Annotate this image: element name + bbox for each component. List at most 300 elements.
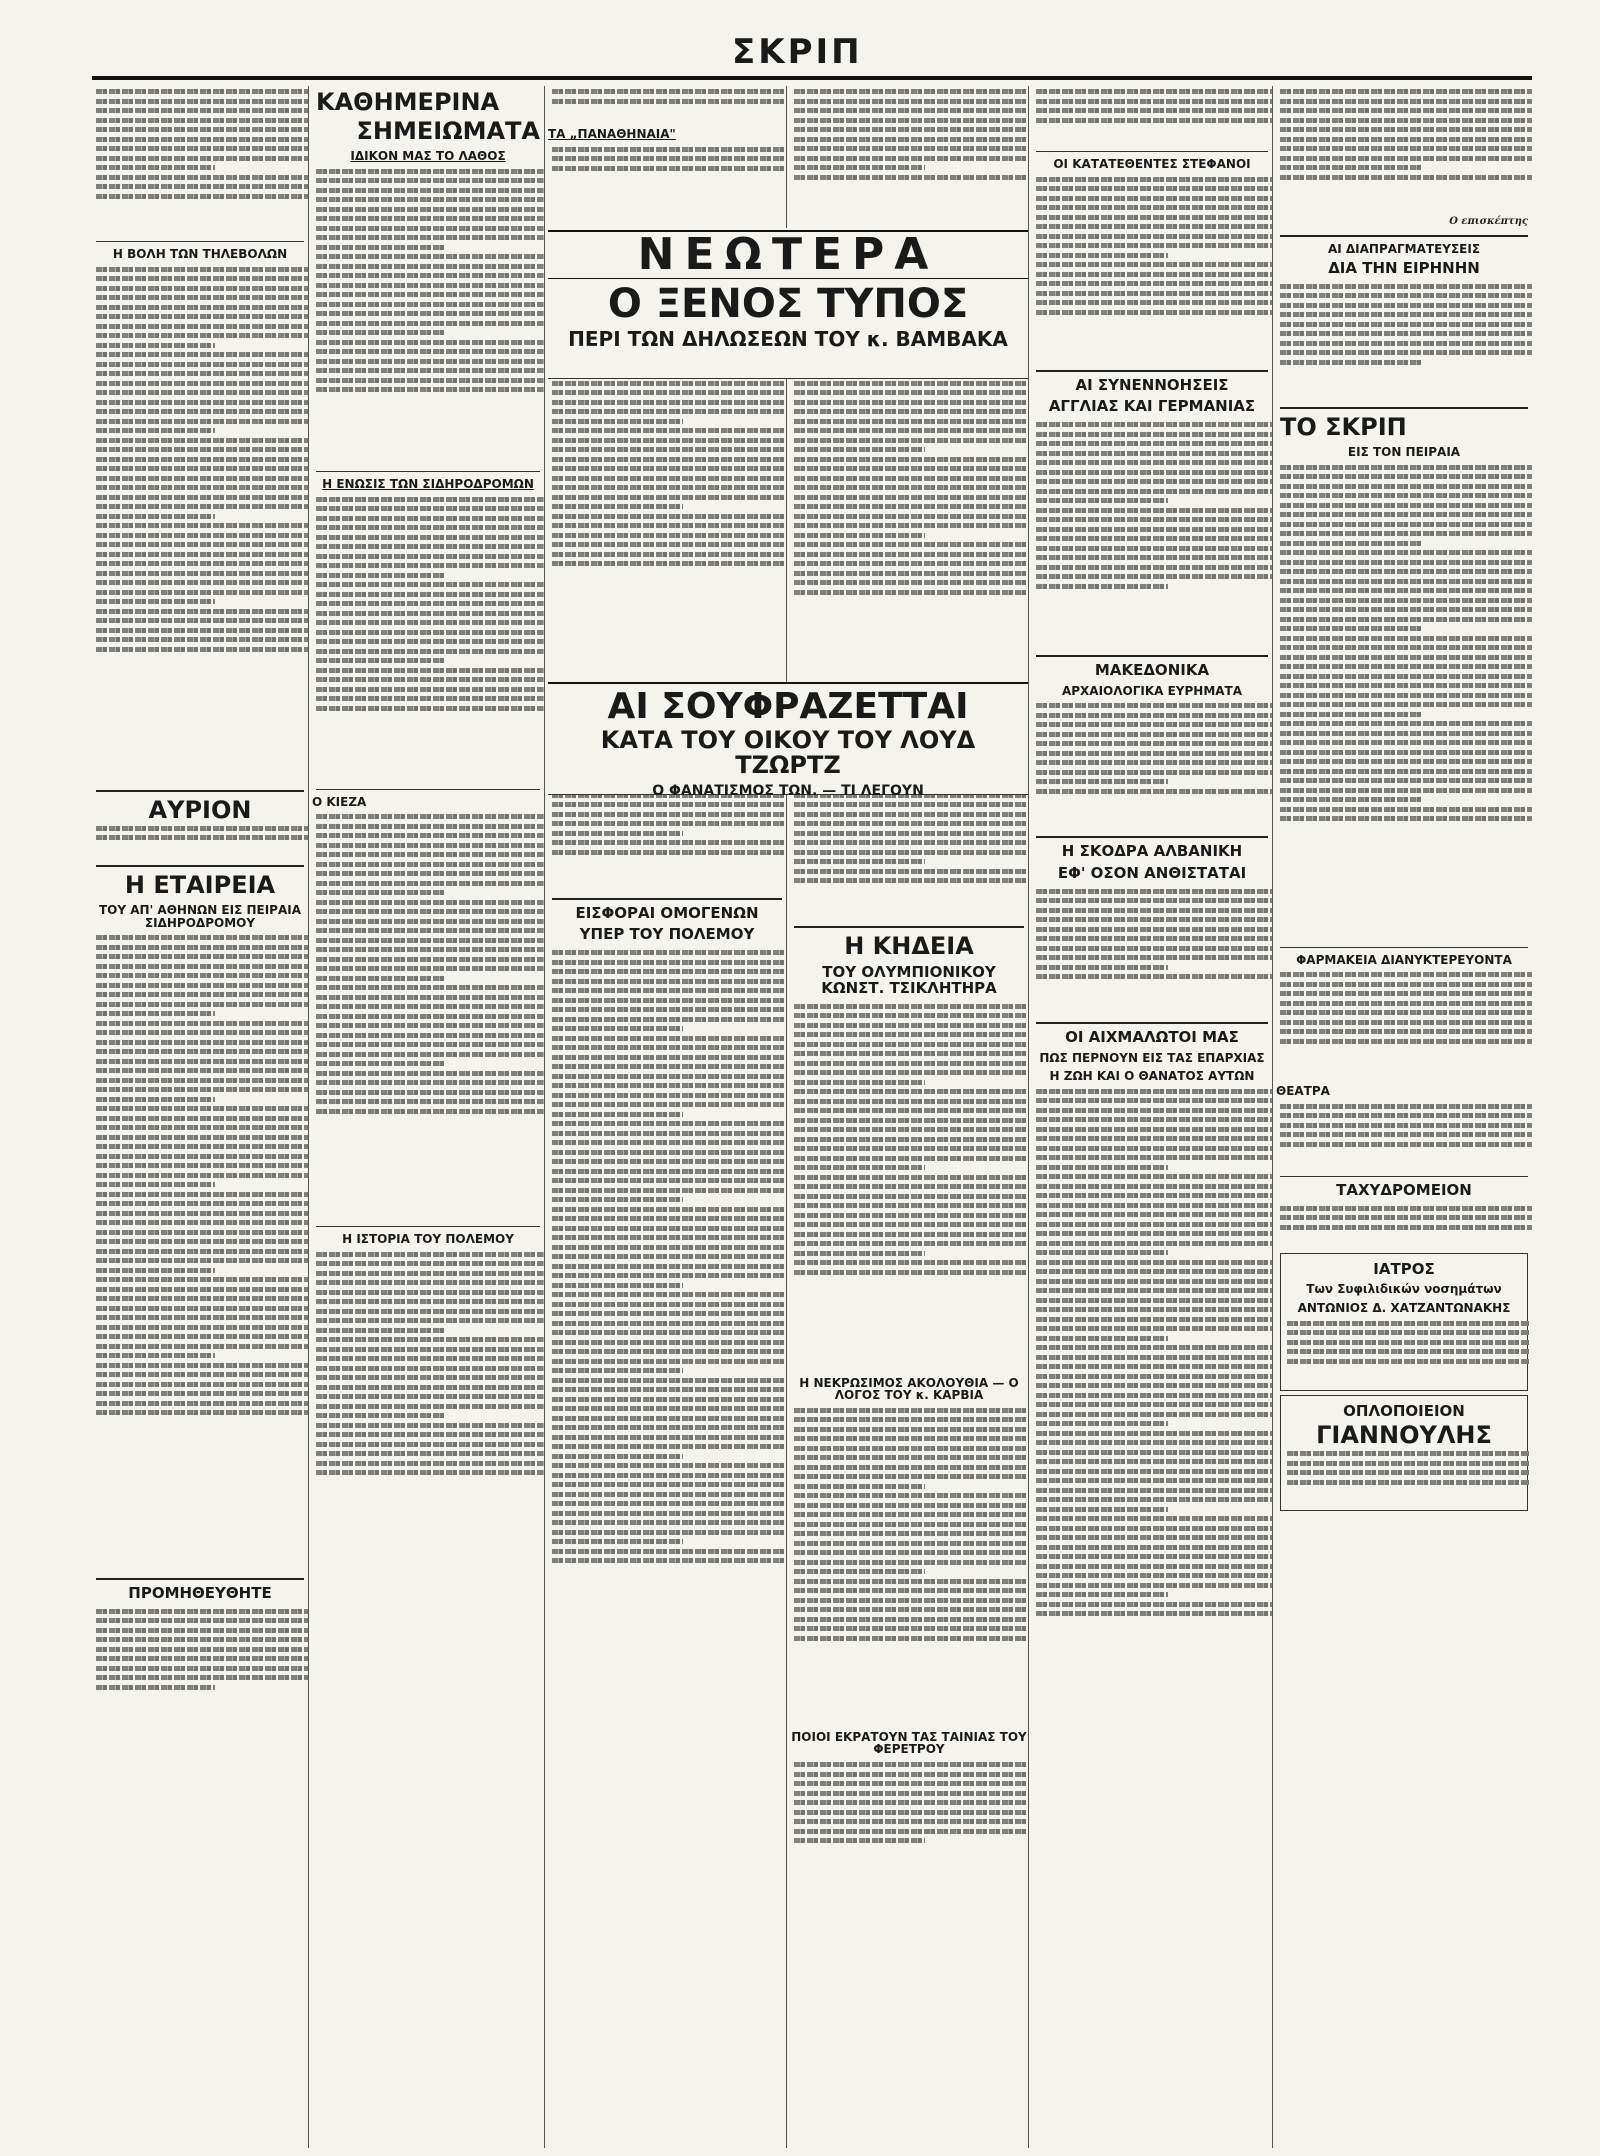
text-line [1280,465,1532,470]
headline-voli: Η ΒΟΛΗ ΤΩΝ ΤΗΛΕΒΟΛΩΝ [112,247,288,261]
text-line [316,1432,545,1437]
text-line [316,881,545,886]
text-line [1280,750,1532,755]
text-line [794,1023,1029,1028]
text-line [316,349,545,354]
text-line [552,1226,787,1231]
text-line [552,1321,787,1326]
text-line [1280,991,1532,996]
text-line [1280,607,1532,612]
text-line [552,542,787,547]
text-line [316,833,545,838]
text-line [316,592,545,597]
text-line [552,99,787,104]
text-line [1036,1260,1273,1265]
divider [1036,836,1268,838]
subhead-makedonika: ΑΡΧΑΙΟΛΟΓΙΚΑ ΕΥΡΗΜΑΤΑ [1061,683,1243,698]
text-line [1036,1431,1273,1436]
text-line [794,1270,1029,1275]
text-line [794,1194,1029,1199]
text-line [552,960,787,965]
text-line [1036,1611,1273,1616]
text-line [1036,898,1273,903]
text-line [794,1165,925,1170]
text-line [1036,1602,1273,1607]
divider [96,241,304,242]
text-line [1280,598,1532,603]
text-line [316,677,545,682]
text-line [552,1406,787,1411]
text-line [1036,508,1273,513]
text-line [552,1150,787,1155]
text-line [96,1106,309,1111]
text-line [552,988,787,993]
text-line [316,843,545,848]
text-line [96,1325,309,1330]
text-line [1036,760,1273,765]
text-line [1036,108,1273,113]
text-line [1036,1402,1273,1407]
subhead-soufrazettai: ΚΑΤΑ ΤΟΥ ΟΙΚΟΥ ΤΟΥ ΛΟΥΔ ΤΖΩΡΤΖ [600,725,976,779]
text-line [794,485,1029,490]
text-line [316,928,545,933]
text-line [96,1192,309,1197]
text-line [1036,1364,1273,1369]
text-line [1036,1241,1273,1246]
text-line [1036,1497,1273,1502]
text-line [1280,350,1532,355]
text-line [96,146,309,151]
text-line [552,969,787,974]
text-line [96,580,309,585]
divider [96,865,304,867]
headline-theatra: ΘΕΑΤΡΑ [1276,1084,1330,1099]
text-line [1036,936,1273,941]
text-line [96,1637,309,1642]
text-line [794,1108,1029,1113]
text-line [552,1539,683,1544]
text-line [316,658,444,663]
text-line [316,1470,545,1475]
text-line [96,276,309,281]
subhead-xenos-typos: ΠΕΡΙ ΤΩΝ ΔΗΛΩΣΕΩΝ ΤΟΥ κ. ΒΑΜΒΑΚΑ [568,327,1008,352]
divider [96,790,304,792]
headline-lathos: ΙΔΙΚΟΝ ΜΑΣ ΤΟ ΛΑΘΟΣ [350,149,506,164]
text-line [1036,1459,1273,1464]
text-line [96,1334,309,1339]
text-line [794,1427,1029,1432]
masthead-title: ΣΚΡΙΠ [732,32,863,72]
divider [1280,235,1528,237]
text-line [552,1140,787,1145]
text-line [794,118,1029,123]
text-line [794,127,1029,132]
text-line [1036,118,1273,123]
text-line [1280,493,1532,498]
text-line [552,1254,787,1259]
text-line [1036,186,1273,191]
text-line [552,409,787,414]
text-line [316,264,545,269]
spanning-block-neotera [548,228,1028,379]
ad-iatros-sub: Των Συφιλιδικών νοσημάτων [1306,1282,1502,1297]
text-line [1036,281,1273,286]
text-line [794,1781,1029,1786]
text-line [96,267,309,272]
text-line [316,1023,545,1028]
text-line [794,1791,1029,1796]
headline-tainias: ΠΟΙΟΙ ΕΚΡΑΤΟΥΝ ΤΑΣ ΤΑΙΝΙΑΣ ΤΟΥ ΦΕΡΕΤΡΟΥ [791,1729,1027,1757]
text-line [1036,1212,1273,1217]
text-line [96,835,309,840]
headline-farmakeia: ΦΑΡΜΑΚΕΙΑ ΔΙΑΝΥΚΤΕΡΕΥΟΝΤΑ [1296,952,1512,967]
text-line [316,1004,545,1009]
text-line [1036,262,1273,267]
headline-aichmalotoi: ΟΙ ΑΙΧΜΑΛΩΤΟΙ ΜΑΣ [1065,1027,1239,1046]
text-line [552,457,787,462]
text-line [1036,955,1273,960]
text-line [552,495,787,500]
text-line [1036,1507,1168,1512]
headline-promithefthite: ΠΡΟΜΗΘΕΥΘΗΤΕ [128,1584,272,1603]
text-line [552,485,787,490]
headline-synennoiseis: ΑΙ ΣΥΝΕΝΝΟΗΣΕΙΣ [1075,375,1229,394]
text-line [552,1425,787,1430]
text-line [1036,1184,1273,1189]
text-line [1280,693,1532,698]
headline-skrip-peiraia: ΤΟ ΣΚΡΙΠ [1280,412,1407,441]
text-line [316,1080,545,1085]
text-block [96,264,309,784]
text-line [96,466,309,471]
text-line [1036,1326,1273,1331]
text-line [96,1220,309,1225]
text-line [96,428,215,433]
text-line [794,1541,1029,1546]
text-line [794,1636,1029,1641]
text-line [96,1287,309,1292]
text-line [96,108,309,113]
text-block [552,144,787,188]
text-line [1036,1203,1273,1208]
text-line [1036,1231,1273,1236]
text-line [794,1838,925,1843]
text-line [1280,108,1532,113]
text-line [96,485,309,490]
text-line [1280,1215,1532,1220]
text-line [316,1299,545,1304]
text-line [552,1007,787,1012]
text-line [552,1378,787,1383]
text-line [794,1156,1029,1161]
text-block [794,780,1029,920]
text-block [316,494,545,784]
text-line [552,1283,683,1288]
text-line [96,1258,309,1263]
text-line [1036,291,1273,296]
text-line [96,1230,309,1235]
text-block [96,86,309,236]
text-line [552,1112,683,1117]
text-block [1036,700,1273,830]
text-line [794,1032,1029,1037]
text-line [316,890,444,895]
text-line [794,1569,925,1574]
text-line [316,544,545,549]
text-line [1036,1098,1273,1103]
text-line [96,1116,309,1121]
ad-iatros-name: ΑΝΤΩΝΙΟΣ Δ. ΧΑΤΖΑΝΤΩΝΑΚΗΣ [1297,1300,1511,1315]
text-line [316,1042,545,1047]
text-line [96,194,309,199]
headline-stefanoi: ΟΙ ΚΑΤΑΤΕΘΕΝΤΕΣ ΣΤΕΦΑΝΟΙ [1053,157,1251,171]
divider [552,898,782,900]
text-line [316,852,545,857]
text-line [1036,1089,1273,1094]
text-line [794,1080,925,1085]
text-line [1036,917,1273,922]
text-line [1287,1340,1529,1345]
text-line [96,89,309,94]
subhead-skodra: ΕΦ' ΟΣΟΝ ΑΝΘΙΣΤΑΤΑΙ [1057,864,1247,883]
subhead-eisforai: ΥΠΕΡ ΤΟΥ ΠΟΛΕΜΟΥ [579,925,755,944]
text-line [316,1442,545,1447]
subhead-aichmalotoi: ΠΩΣ ΠΕΡΝΟΥΝ ΕΙΣ ΤΑΣ ΕΠΑΡΧΙΑΣ [1039,1050,1265,1065]
text-line [316,862,545,867]
text-line [552,1292,787,1297]
text-line [552,514,787,519]
text-line [316,1451,545,1456]
text-line [794,137,1029,142]
text-line [552,1492,787,1497]
text-line [1280,541,1421,546]
text-block [1036,174,1273,364]
text-line [316,1413,444,1418]
text-line [316,938,545,943]
text-line [1036,422,1273,427]
text-line [794,89,1029,94]
text-line [96,1410,309,1415]
text-line [96,1135,309,1140]
text-line [1280,156,1532,161]
text-line [794,821,1029,826]
text-line [1036,1307,1273,1312]
text-line [1036,300,1273,305]
subhead-eirini: ΔΙΑ ΤΗΝ ΕΙΡΗΝΗΝ [1328,259,1480,278]
text-line [1036,432,1273,437]
text-line [96,1201,309,1206]
text-line [1036,253,1168,258]
ad-oplopoieion-name: ΓΙΑΝΝΟΥΛΗΣ [1316,1421,1492,1450]
text-line [316,330,444,335]
text-line [794,1455,1029,1460]
text-line [316,254,545,259]
text-line [96,1296,309,1301]
text-line [794,400,1029,405]
text-line [1036,1355,1273,1360]
text-line [1280,474,1532,479]
text-line [96,1040,309,1045]
text-line [552,1549,787,1554]
text-line [794,1446,1029,1451]
text-line [794,542,1029,547]
column-4 [790,86,1029,2148]
text-block [1280,462,1532,942]
text-line [316,506,545,511]
text-line [1280,982,1532,987]
text-line [316,639,545,644]
text-line [1280,89,1532,94]
text-line [1036,1516,1273,1521]
text-line [96,954,309,959]
text-line [1036,1383,1273,1388]
text-line [552,381,787,386]
text-line [1036,1583,1273,1588]
text-line [1036,527,1273,532]
text-line [1036,1146,1273,1151]
text-line [794,1493,1029,1498]
text-line [96,637,309,642]
text-line [552,1264,787,1269]
text-line [96,333,309,338]
headline-etaireia: Η ΕΤΑΙΡΕΙΑ [124,870,276,899]
text-line [316,1318,545,1323]
text-line [96,609,309,614]
text-line [552,504,683,509]
text-line [96,381,309,386]
text-line [552,1235,787,1240]
text-line [1280,778,1532,783]
text-line [316,283,545,288]
text-line [316,359,545,364]
text-line [1280,503,1532,508]
text-line [96,1154,309,1159]
text-line [1280,712,1421,717]
text-line [552,1463,787,1468]
text-line [316,226,545,231]
text-line [552,1197,683,1202]
text-line [316,1061,444,1066]
text-line [794,1626,1029,1631]
text-line [1036,99,1273,104]
text-line [1280,322,1532,327]
text-line [316,368,545,373]
text-line [794,1588,1029,1593]
text-line [316,1290,545,1295]
text-line [96,371,309,376]
spanning-block-soufrazettai [548,682,1028,800]
text-line [794,1772,1029,1777]
text-line [794,1607,1029,1612]
text-line [1036,1564,1273,1569]
text-line [1036,1317,1273,1322]
text-line [794,1531,1029,1536]
divider [1036,1022,1268,1024]
text-line [1036,779,1168,784]
text-line [794,476,1029,481]
headline-eisforai: ΕΙΣΦΟΡΑΙ ΟΜΟΓΕΝΩΝ [575,903,759,922]
text-line [316,387,545,392]
text-line [794,1579,1029,1584]
text-line [1280,769,1532,774]
text-line [96,305,309,310]
text-line [96,973,309,978]
text-line [1036,1155,1273,1160]
text-line [552,1520,787,1525]
text-line [794,840,1029,845]
text-line [316,169,545,174]
divider [794,926,1024,928]
text-line [316,919,545,924]
text-line [96,561,309,566]
text-line [794,381,1029,386]
text-line [794,1512,1029,1517]
text-line [794,1203,1029,1208]
text-line [794,1004,1029,1009]
text-line [96,1182,215,1187]
text-line [316,1366,545,1371]
text-line [316,235,545,240]
text-line [552,438,787,443]
text-line [1280,569,1532,574]
text-line [552,979,787,984]
text-line [794,108,1029,113]
text-line [1036,741,1273,746]
text-line [794,457,1029,462]
text-line [1280,664,1532,669]
column-6 [1276,86,1532,2148]
text-line [794,1819,1029,1824]
text-line [96,826,309,831]
text-line [552,1302,787,1307]
text-block [1280,281,1532,401]
text-line [794,802,1029,807]
text-line [96,457,309,462]
ad-oplopoieion-title: ΟΠΛΟΠΟΙΕΙΟΝ [1343,1401,1465,1420]
text-line [794,1417,1029,1422]
text-line [316,1461,545,1466]
text-line [1036,1545,1273,1550]
column-5 [1032,86,1273,2148]
text-line [1036,574,1273,579]
divider [1280,407,1528,409]
text-line [316,321,545,326]
text-line [1036,479,1273,484]
headline-enosis: Η ΕΝΩΣΙΣ ΤΩΝ ΣΙΔΗΡΟΔΡΟΜΩΝ [322,476,534,491]
text-line [552,552,787,557]
text-line [316,178,545,183]
text-line [316,563,545,568]
text-line [316,1347,545,1352]
text-line [794,1184,1029,1189]
text-line [316,1033,545,1038]
text-line [96,1675,309,1680]
text-line [316,1271,545,1276]
subhead-peiraia: ΕΙΣ ΤΟΝ ΠΕΙΡΑΙΑ [1347,445,1461,460]
text-line [1036,196,1273,201]
text-line [316,814,545,819]
text-line [1036,555,1273,560]
text-line [794,1829,1029,1834]
text-line [794,523,1029,528]
text-block [1280,1101,1532,1171]
text-line [96,628,309,633]
text-line [316,900,545,905]
text-block [794,368,1029,668]
divider [1280,1176,1528,1177]
text-line [794,495,1029,500]
text-block [96,932,309,1572]
